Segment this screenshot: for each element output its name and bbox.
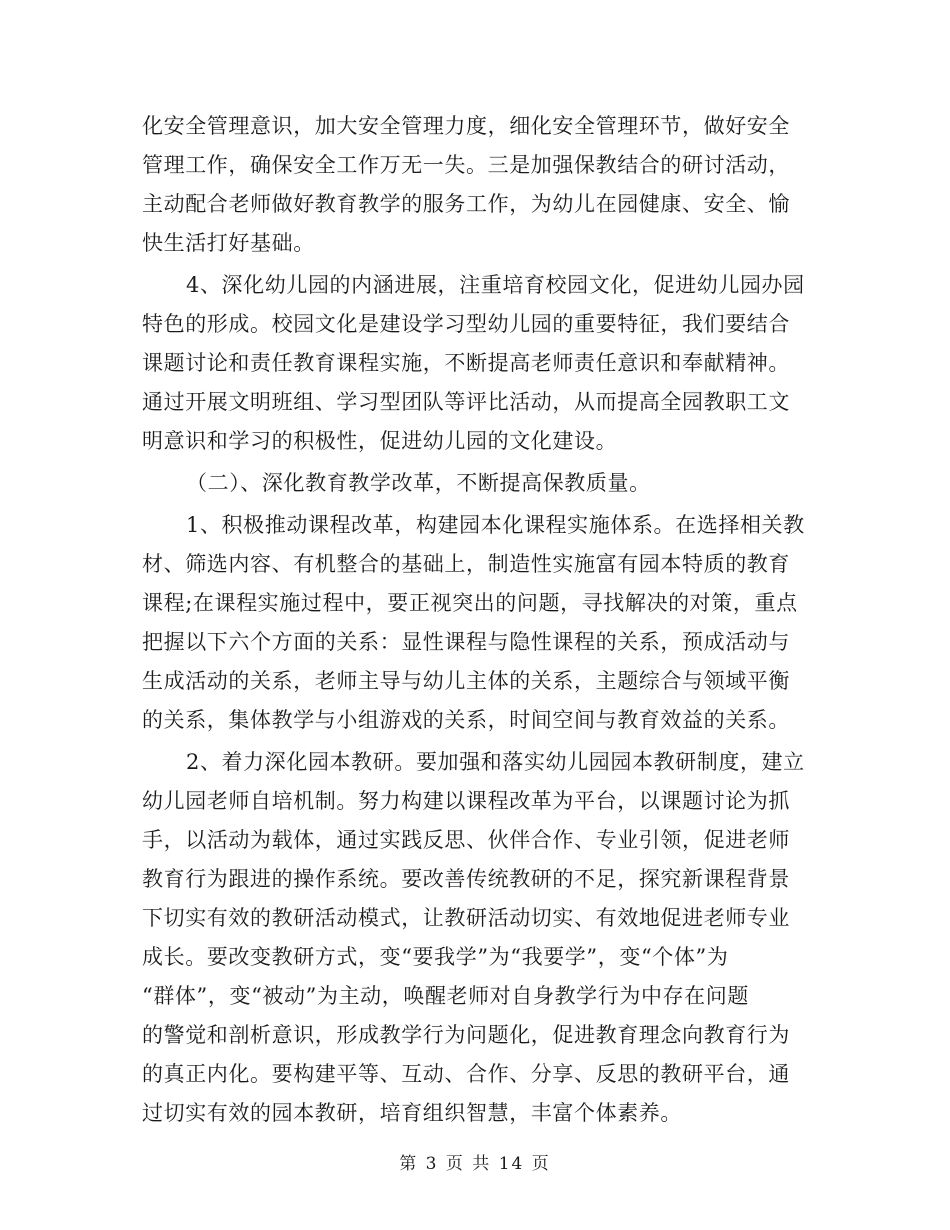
text-line: 主动配合老师做好教育教学的服务工作，为幼儿在园健康、安全、愉 bbox=[142, 192, 790, 216]
text-line: 课程;在课程实施过程中，要正视突出的问题，寻找解决的对策，重点 bbox=[142, 591, 798, 615]
text-line: 的真正内化。要构建平等、互动、合作、分享、反思的教研平台，通 bbox=[142, 1062, 790, 1086]
text-line: 成长。要改变教研方式，变“要我学”为“我要学”，变“个体”为 bbox=[142, 945, 729, 969]
text-line: 快生活打好基础。 bbox=[142, 231, 315, 255]
section-heading: （二）、深化教育教学改革，不断提高保教质量。 bbox=[186, 471, 651, 495]
text-line: 幼儿园老师自培机制。努力构建以课程改革为平台，以课题讨论为抓 bbox=[142, 789, 790, 813]
text-line: 的关系，集体教学与小组游戏的关系，时间空间与教育效益的关系。 bbox=[142, 708, 790, 732]
text-line: 生成活动的关系，老师主导与幼儿主体的关系，主题综合与领域平衡 bbox=[142, 669, 790, 693]
text-line: 明意识和学习的积极性，促进幼儿园的文化建设。 bbox=[142, 429, 618, 453]
page-number-footer: 第 3 页 共 14 页 bbox=[399, 1154, 551, 1174]
text-line: 把握以下六个方面的关系：显性课程与隐性课程的关系，预成活动与 bbox=[142, 630, 790, 654]
text-line: 的警觉和剖析意识，形成教学行为问题化，促进教育理念向教育行为 bbox=[142, 1023, 790, 1047]
text-line: 下切实有效的教研活动模式，让教研活动切实、有效地促进老师专业 bbox=[142, 906, 790, 930]
document-body bbox=[142, 107, 812, 1133]
text-line: 管理工作，确保安全工作万无一失。三是加强保教结合的研讨活动， bbox=[142, 153, 790, 177]
text-line: 通过开展文明班组、学习型团队等评比活动，从而提高全园教职工文 bbox=[142, 390, 790, 414]
text-line: 化安全管理意识，加大安全管理力度，细化安全管理环节，做好安全 bbox=[142, 114, 790, 138]
paragraph-start-line: 1、积极推动课程改革，构建园本化课程实施体系。在选择相关教 bbox=[186, 513, 805, 537]
text-line: 特色的形成。校园文化是建设学习型幼儿园的重要特征，我们要结合 bbox=[142, 312, 790, 336]
text-line: 过切实有效的园本教研，培育组织智慧，丰富个体素养。 bbox=[142, 1101, 682, 1125]
text-line: 材、筛选内容、有机整合的基础上，制造性实施富有园本特质的教育 bbox=[142, 552, 790, 576]
paragraph-start-line: 4、深化幼儿园的内涵进展，注重培育校园文化，促进幼儿园办园 bbox=[186, 273, 805, 297]
text-line: 课题讨论和责任教育课程实施，不断提高老师责任意识和奉献精神。 bbox=[142, 351, 790, 375]
paragraph-start-line: 2、着力深化园本教研。要加强和落实幼儿园园本教研制度，建立 bbox=[186, 750, 805, 774]
text-line: 教育行为跟进的操作系统。要改善传统教研的不足，探究新课程背景 bbox=[142, 867, 790, 891]
text-line: “群体”，变“被动”为主动，唤醒老师对自身教学行为中存在问题 bbox=[142, 984, 749, 1008]
text-line: 手，以活动为载体，通过实践反思、伙伴合作、专业引领，促进老师 bbox=[142, 828, 790, 852]
